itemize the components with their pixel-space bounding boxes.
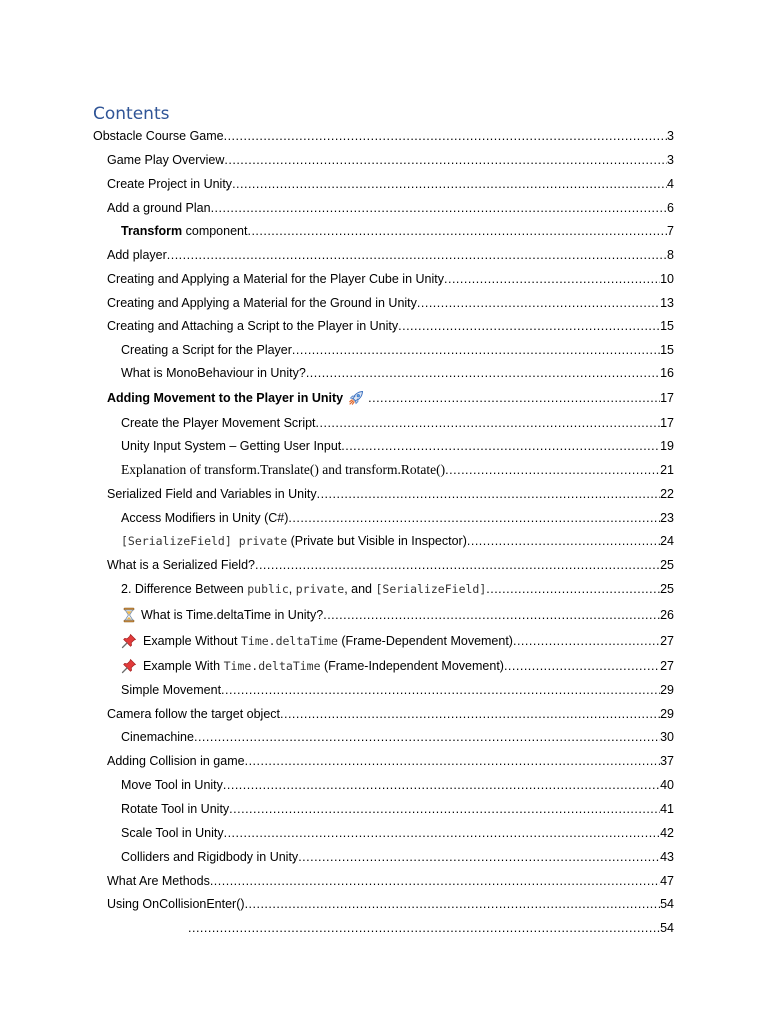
toc-page-number: 37 — [660, 754, 674, 768]
toc-leader-dots — [224, 825, 660, 841]
toc-page-number: 19 — [660, 439, 674, 453]
toc-leader-dots — [224, 128, 667, 144]
toc-leader-dots — [292, 342, 660, 358]
toc-page-number: 15 — [660, 319, 674, 333]
toc-page-number: 4 — [667, 177, 674, 191]
toc-entry-title: Adding Collision in game — [107, 754, 245, 768]
toc-entry-title: Rotate Tool in Unity — [121, 802, 230, 816]
toc-leader-dots — [232, 176, 667, 192]
toc-page-number: 41 — [660, 802, 674, 816]
toc-entry[interactable] — [107, 247, 674, 263]
toc-entry-title-rest: component — [182, 224, 248, 238]
toc-page-number: 13 — [660, 296, 674, 310]
toc-entry-title: What is a Serialized Field? — [107, 558, 255, 572]
toc-entry-title: Serialized Field and Variables in Unity — [107, 487, 317, 501]
toc-page-number: 8 — [667, 248, 674, 262]
toc-leader-dots — [486, 581, 660, 597]
toc-leader-dots — [245, 753, 661, 769]
toc-entry[interactable] — [107, 486, 674, 502]
toc-entry-title: Move Tool in Unity — [121, 778, 223, 792]
toc-entry-title: Colliders and Rigidbody in Unity — [121, 850, 299, 864]
hourglass-icon — [121, 607, 137, 623]
pushpin-icon — [121, 658, 137, 674]
toc-entry-title: Using OnCollisionEnter() — [107, 897, 245, 911]
toc-entry[interactable] — [121, 658, 674, 674]
toc-entry-title-part: (Frame-Independent Movement) — [320, 659, 504, 673]
toc-entry-title — [107, 390, 368, 406]
toc-leader-dots — [398, 318, 660, 334]
toc-entry[interactable] — [121, 729, 674, 745]
toc-leader-dots — [211, 200, 667, 216]
toc-page-number: 42 — [660, 826, 674, 840]
toc-page-number: 17 — [660, 416, 674, 430]
toc-entry-title: Game Play Overview — [107, 153, 225, 167]
toc-code-text: [SerializeField] — [375, 582, 487, 596]
toc-leader-dots — [229, 801, 660, 817]
toc-leader-dots — [224, 152, 667, 168]
toc-leader-dots — [323, 607, 660, 623]
toc-code-text: Time.deltaTime — [240, 634, 338, 648]
toc-page-number: 27 — [660, 659, 674, 673]
toc-leader-dots — [444, 271, 660, 287]
toc-entry-title: Simple Movement — [121, 683, 222, 697]
toc-code-text: public — [247, 582, 289, 596]
toc-page-number: 54 — [660, 921, 674, 935]
toc-entry-title: Access Modifiers in Unity (C#) — [121, 511, 289, 525]
toc-entry[interactable] — [121, 533, 674, 549]
toc-entry[interactable] — [93, 128, 674, 144]
contents-heading: Contents — [93, 104, 170, 124]
toc-entry[interactable] — [121, 415, 674, 431]
toc-code-text: private — [295, 582, 345, 596]
toc-entry-title: What Are Methods — [107, 874, 210, 888]
toc-page-number: 22 — [660, 487, 674, 501]
toc-entry[interactable] — [121, 777, 674, 793]
toc-entry[interactable] — [107, 896, 674, 912]
toc-entry[interactable] — [121, 581, 674, 597]
toc-leader-dots — [288, 510, 660, 526]
toc-entry[interactable] — [107, 706, 674, 722]
toc-page-number: 25 — [660, 558, 674, 572]
toc-entry-title — [121, 581, 486, 597]
toc-entry-title: Creating and Applying a Material for the Ground in Unity — [107, 296, 417, 310]
toc-entry-title: Create the Player Movement Script — [121, 416, 316, 430]
toc-leader-dots — [247, 223, 667, 239]
toc-entry-title-text: What is Time.deltaTime in Unity? — [141, 608, 324, 622]
toc-entry[interactable] — [121, 849, 674, 865]
toc-leader-dots — [210, 873, 660, 889]
toc-entry-title — [121, 658, 504, 674]
toc-entry-title: Explanation of transform.Translate() and transform.Rotate() — [121, 462, 446, 477]
toc-page-number: 17 — [660, 391, 674, 405]
toc-page-number: 26 — [660, 608, 674, 622]
toc-entry-title: Add player — [107, 248, 167, 262]
toc-entry-title: What is MonoBehaviour in Unity? — [121, 366, 306, 380]
toc-entry[interactable] — [121, 633, 674, 649]
toc-leader-dots — [368, 390, 660, 406]
toc-page-number: 54 — [660, 897, 674, 911]
toc-entry-title-part: , — [288, 582, 296, 596]
toc-entry-title: Add a ground Plan — [107, 201, 211, 215]
toc-entry[interactable] — [107, 318, 674, 334]
toc-page-number: 24 — [660, 534, 674, 548]
toc-page-number: 21 — [660, 463, 674, 477]
toc-leader-dots — [316, 415, 661, 431]
toc-code-text: [SerializeField] private — [121, 534, 288, 548]
toc-entry[interactable] — [121, 607, 674, 623]
toc-entry-title-bold: Adding Movement to the Player in Unity — [107, 391, 344, 405]
toc-leader-dots — [223, 777, 660, 793]
toc-page-number: 3 — [667, 129, 674, 143]
toc-entry[interactable] — [121, 462, 674, 478]
toc-leader-dots — [341, 438, 660, 454]
toc-leader-dots — [306, 365, 660, 381]
toc-entry-title-rest: (Private but Visible in Inspector) — [287, 534, 467, 548]
toc-leader-dots — [245, 896, 661, 912]
toc-entry-title-part: 2. Difference Between — [121, 582, 248, 596]
toc-entry[interactable] — [107, 176, 674, 192]
toc-entry-title-part: Example With — [143, 659, 224, 673]
toc-entry-title: Obstacle Course Game — [93, 129, 224, 143]
toc-page-number: 23 — [660, 511, 674, 525]
toc-page-number: 25 — [660, 582, 674, 596]
toc-leader-dots — [194, 729, 660, 745]
toc-entry-title-bold: Transform — [121, 224, 183, 238]
toc-page-number: 15 — [660, 343, 674, 357]
toc-entry-title: Cinemachine — [121, 730, 194, 744]
rocket-icon — [348, 390, 364, 406]
toc-entry[interactable] — [121, 438, 674, 454]
toc-entry[interactable] — [107, 390, 674, 406]
toc-leader-dots — [417, 295, 660, 311]
toc-page-number: 6 — [667, 201, 674, 215]
toc-entry-title — [121, 533, 467, 549]
toc-entry[interactable] — [121, 223, 674, 239]
toc-leader-dots — [188, 920, 660, 936]
toc-entry[interactable] — [107, 152, 674, 168]
toc-entry[interactable] — [107, 271, 674, 287]
toc-leader-dots — [280, 706, 660, 722]
toc-entry[interactable] — [107, 753, 674, 769]
toc-leader-dots — [467, 533, 660, 549]
toc-page-number: 29 — [660, 683, 674, 697]
toc-entry-title: Creating and Applying a Material for the Player Cube in Unity — [107, 272, 444, 286]
toc-leader-dots — [513, 633, 660, 649]
toc-entry[interactable] — [121, 825, 674, 841]
toc-entry[interactable] — [107, 557, 674, 573]
toc-entry[interactable] — [188, 920, 674, 936]
toc-entry-title-part: (Frame-Dependent Movement) — [337, 634, 513, 648]
toc-entry[interactable] — [121, 365, 674, 381]
toc-entry-title: Creating a Script for the Player — [121, 343, 292, 357]
toc-leader-dots — [167, 247, 667, 263]
toc-entry-title — [121, 223, 247, 239]
toc-code-text: Time.deltaTime — [223, 659, 321, 673]
toc-entry[interactable] — [121, 801, 674, 817]
toc-leader-dots — [504, 658, 660, 674]
toc-entry-title — [121, 633, 513, 649]
toc-leader-dots — [298, 849, 660, 865]
toc-leader-dots — [445, 462, 660, 478]
toc-entry[interactable] — [121, 342, 674, 358]
toc-entry-title — [121, 607, 323, 623]
toc-entry-title: Scale Tool in Unity — [121, 826, 224, 840]
toc-page-number: 10 — [660, 272, 674, 286]
toc-page-number: 16 — [660, 366, 674, 380]
toc-entry[interactable] — [121, 510, 674, 526]
toc-page-number: 43 — [660, 850, 674, 864]
toc-page-number: 30 — [660, 730, 674, 744]
toc-page-number: 29 — [660, 707, 674, 721]
toc-entry-title: Unity Input System – Getting User Input — [121, 439, 342, 453]
toc-entry-title: Create Project in Unity — [107, 177, 233, 191]
toc-entry[interactable] — [107, 200, 674, 216]
toc-page-number: 3 — [667, 153, 674, 167]
toc-entry-title-part: , and — [344, 582, 376, 596]
toc-entry-title: Creating and Attaching a Script to the Player in Unity — [107, 319, 399, 333]
toc-leader-dots — [255, 557, 660, 573]
toc-leader-dots — [317, 486, 660, 502]
toc-page-number: 40 — [660, 778, 674, 792]
toc-entry-title-part: Example Without — [143, 634, 241, 648]
toc-leader-dots — [221, 682, 660, 698]
pushpin-icon — [121, 633, 137, 649]
toc-page-number: 7 — [667, 224, 674, 238]
toc-entry[interactable] — [107, 295, 674, 311]
toc-entry[interactable] — [107, 873, 674, 889]
toc-page-number: 47 — [660, 874, 674, 888]
toc-page-number: 27 — [660, 634, 674, 648]
toc-entry-title: Camera follow the target object — [107, 707, 281, 721]
toc-entry[interactable] — [121, 682, 674, 698]
